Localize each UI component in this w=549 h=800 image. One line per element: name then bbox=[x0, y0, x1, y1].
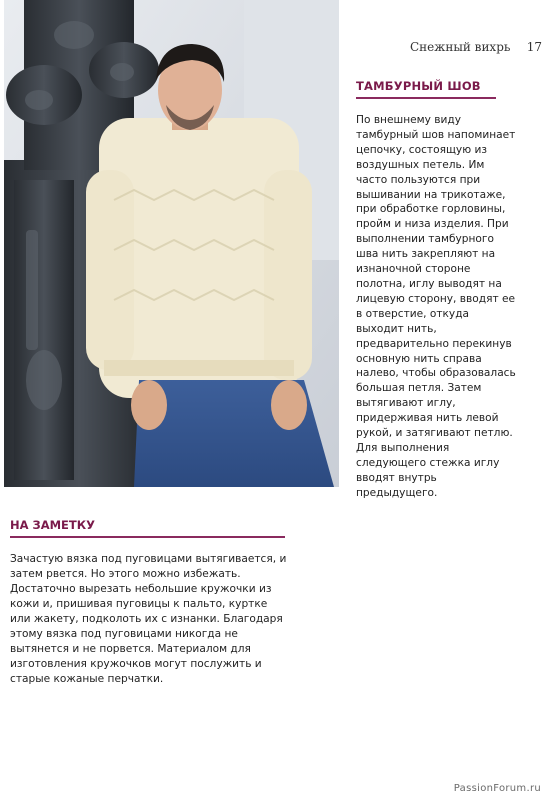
running-head bbox=[410, 40, 542, 54]
article-text: По внешнему виду тамбурный шов напоминает цепочку, состоящую из воздушных петель. Им часто пользуются при вышивании на трикотаже, при обработке горловины, пройм и низа изделия. При выполнении тамбурного шва нить закрепляют на изнаночной стороне полотна, иглу выводят на лицевую сторону, вводят ее в отверстие, откуда выходит нить, предварительно перекинув основную нить справа налево, чтобы образовалась большая петля. Затем вытягивают иглу, придерживая нить левой рукой, и затягивают петлю. Для выполнения следующего стежка иглу вводят внутрь предыдущего. bbox=[356, 114, 516, 499]
note-body bbox=[10, 552, 290, 687]
watermark: PassionForum.ru bbox=[453, 783, 541, 794]
sweater-photo bbox=[4, 0, 339, 487]
photo-illustration bbox=[4, 0, 339, 487]
note-text: Зачастую вязка под пуговицами вытягивается, и затем рвется. Но этого можно избежать. Достаточно вырезать небольшие кружочки из кожи и, пришивая пуговицы к пальто, куртке или жакету, подколоть их с изнанки. Благодаря этому вязка под пуговицами никогда не вытянется и не порвется. Материалом для изготовления кружочков могут послужить и старые кожаные перчатки. bbox=[10, 553, 287, 685]
section-name: Снежный вихрь bbox=[410, 40, 511, 54]
page-number: 17 bbox=[526, 40, 542, 54]
article-title: ТАМБУРНЫЙ ШОВ bbox=[356, 79, 496, 99]
note-title: НА ЗАМЕТКУ bbox=[10, 518, 285, 538]
article-body bbox=[356, 113, 516, 501]
